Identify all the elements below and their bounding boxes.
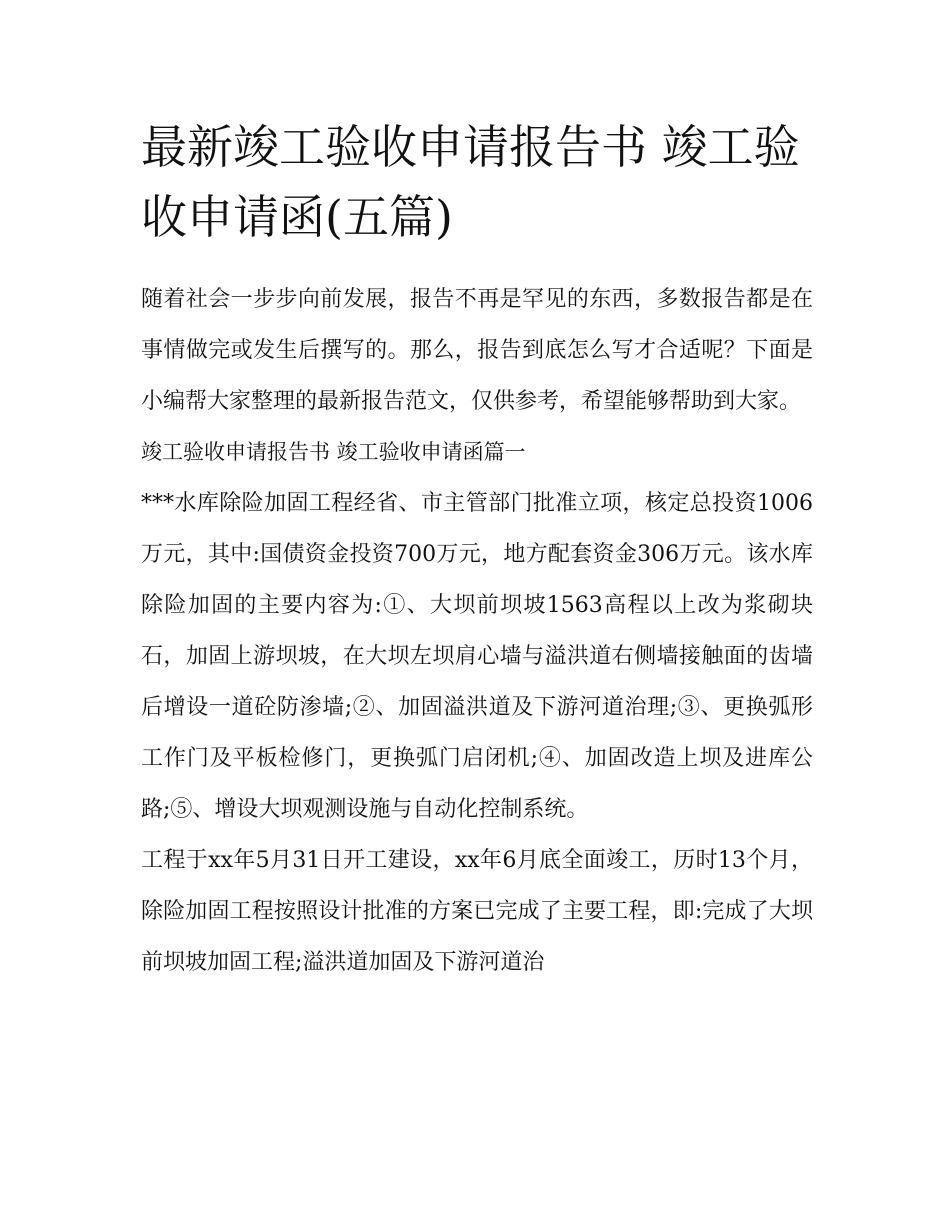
document-content bbox=[141, 112, 813, 988]
intro-paragraph: 随着社会一步步向前发展，报告不再是罕见的东西，多数报告都是在事情做完或发生后撰写的。那么，报告到底怎么写才合适呢？下面是小编帮大家整理的最新报告范文，仅供参考，希望能够帮助到大家。 bbox=[141, 287, 813, 414]
document-title: 最新竣工验收申请报告书 竣工验收申请函(五篇) bbox=[141, 120, 800, 244]
section-heading: 竣工验收申请报告书 竣工验收申请函篇一 bbox=[141, 440, 526, 464]
body-paragraph-project-overview: ***水库除险加固工程经省、市主管部门批准立项，核定总投资1006万元，其中:国债资金投资700万元，地方配套资金306万元。该水库除险加固的主要内容为:①、大坝前坝坡1563高程以上改为浆砌块石，加固上游坝坡，在大坝左坝肩心墙与溢洪道右侧墙接触面的齿墙后增设一道砼防渗墙;②、加固溢洪道及下游河道治理;③、更换弧形工作门及平板检修门，更换弧门启闭机;④、加固改造上坝及进库公路;⑤、增设大坝观测设施与自动化控制系统。 bbox=[141, 491, 813, 822]
body-paragraph-construction-progress: 工程于xx年5月31日开工建设，xx年6月底全面竣工，历时13个月，除险加固工程按照设计批准的方案已完成了主要工程，即:完成了大坝前坝坡加固工程;溢洪道加固及下游河道治 bbox=[141, 848, 813, 975]
